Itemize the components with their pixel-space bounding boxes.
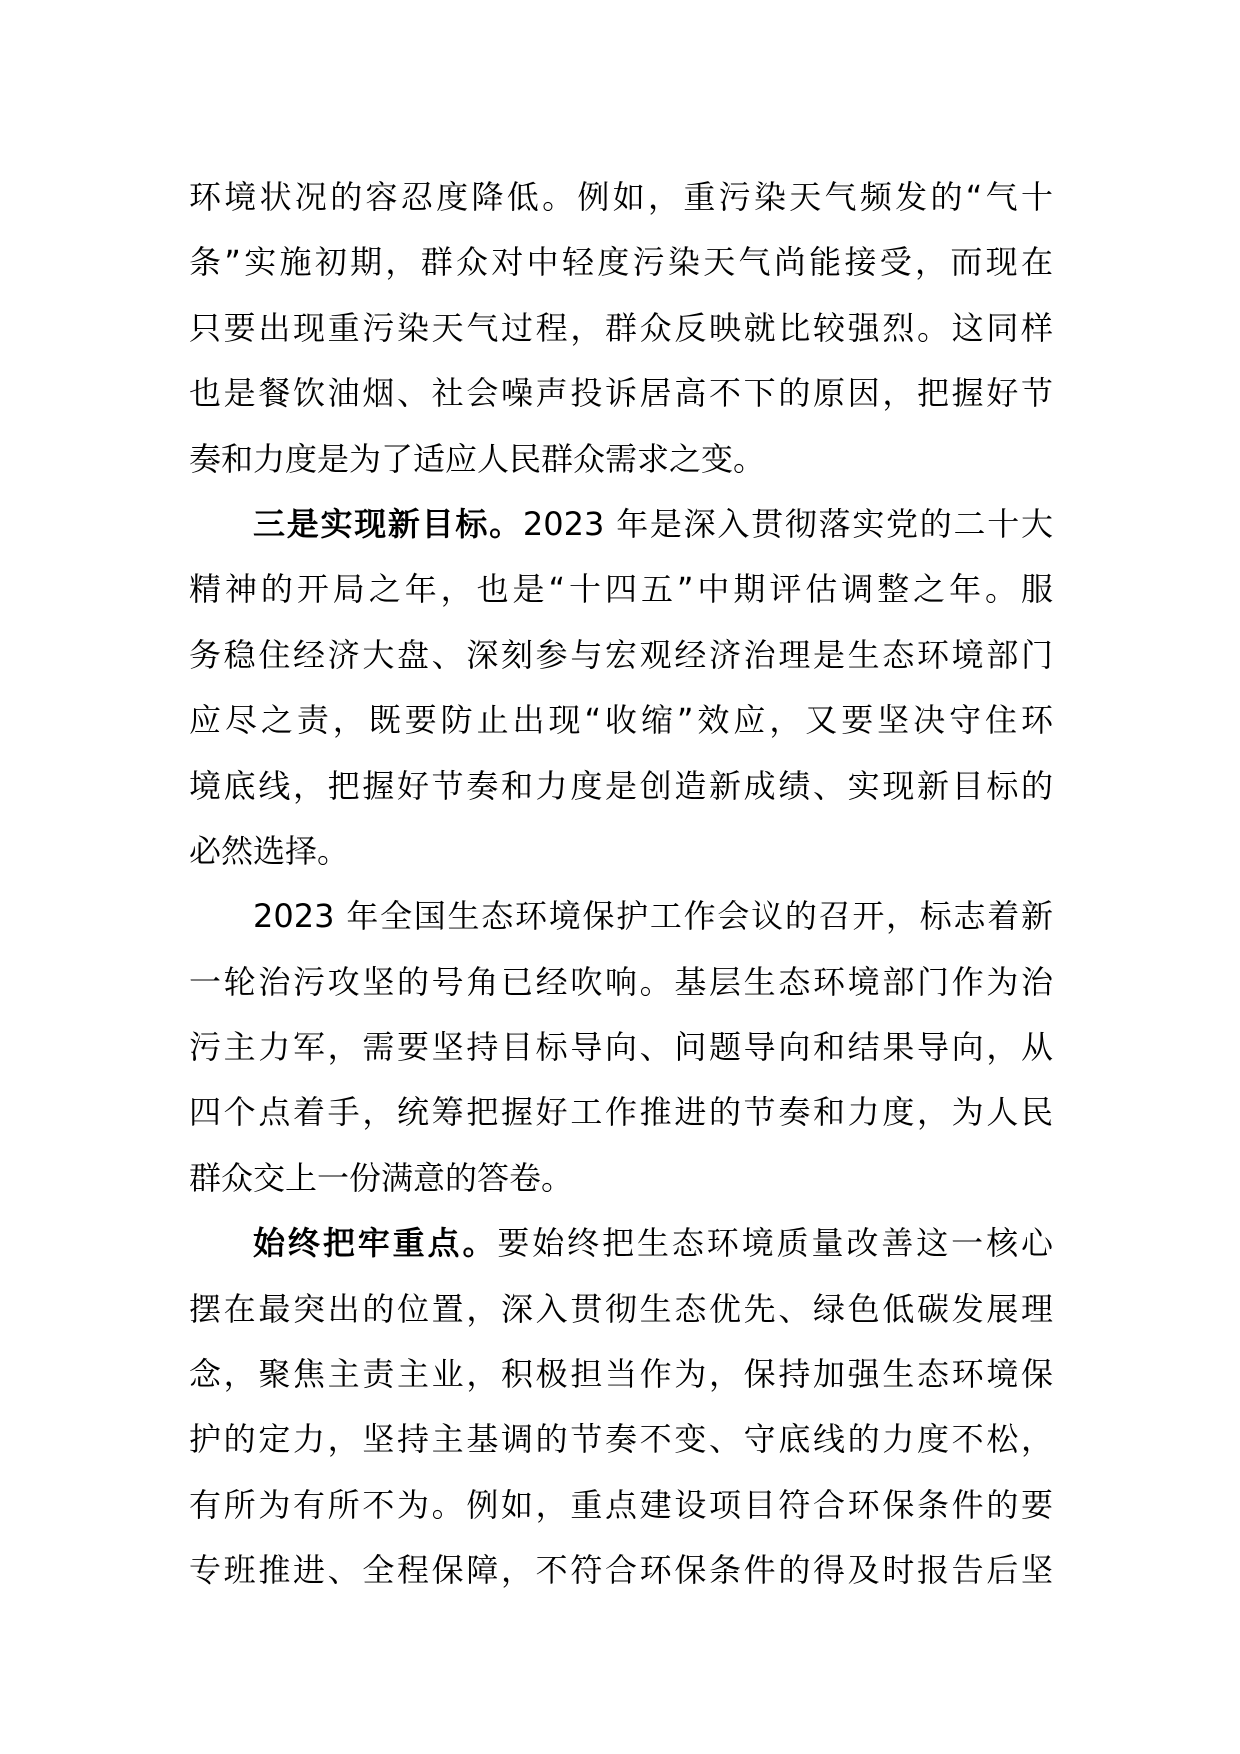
text-line: 一轮治污攻坚的号角已经吹响。基层生态环境部门作为治	[189, 962, 1053, 1001]
text-line	[189, 492, 1053, 557]
text-line: 护的定力，坚持主基调的节奏不变、守底线的力度不松，	[189, 1420, 1053, 1459]
paragraph-heading: 三是实现新目标。	[253, 504, 523, 543]
paragraph-3	[189, 884, 1053, 1211]
text-line: 务稳住经济大盘、深刻参与宏观经济治理是生态环境部门	[189, 635, 1053, 674]
text-line: 2023 年全国生态环境保护工作会议的召开，标志着新	[253, 897, 1053, 936]
text-run: 要始终把生态环境质量改善这一核心	[497, 1224, 1053, 1263]
document-page	[189, 165, 1053, 1604]
text-line: 也是餐饮油烟、社会噪声投诉居高不下的原因，把握好节	[189, 374, 1053, 413]
text-line: 必然选择。	[189, 831, 350, 870]
text-line: 念，聚焦主责主业，积极担当作为，保持加强生态环境保	[189, 1355, 1053, 1394]
text-line	[189, 1211, 1053, 1276]
text-line: 奏和力度是为了适应人民群众需求之变。	[189, 439, 766, 478]
text-line: 环境状况的容忍度降低。例如，重污染天气频发的“气十	[189, 178, 1053, 216]
text-line: 专班推进、全程保障，不符合环保条件的得及时报告后坚	[189, 1551, 1053, 1590]
text-line: 条”实施初期，群众对中轻度污染天气尚能接受，而现在	[189, 243, 1053, 282]
text-line: 四个点着手，统筹把握好工作推进的节奏和力度，为人民	[189, 1093, 1053, 1132]
paragraph-1	[189, 165, 1053, 492]
text-line: 有所为有所不为。例如，重点建设项目符合环保条件的要	[189, 1485, 1053, 1524]
paragraph-heading: 始终把牢重点。	[253, 1224, 498, 1263]
text-line: 群众交上一份满意的答卷。	[189, 1158, 574, 1197]
text-line: 精神的开局之年，也是“十四五”中期评估调整之年。服	[189, 570, 1053, 609]
text-line: 境底线，把握好节奏和力度是创造新成绩、实现新目标的	[189, 766, 1053, 805]
paragraph-4	[189, 1211, 1053, 1603]
text-line: 只要出现重污染天气过程，群众反映就比较强烈。这同样	[189, 308, 1053, 347]
text-line: 应尽之责，既要防止出现“收缩”效应，又要坚决守住环	[189, 701, 1053, 740]
paragraph-2	[189, 492, 1053, 884]
text-run: 2023 年是深入贯彻落实党的二十大	[522, 504, 1053, 543]
text-line: 摆在最突出的位置，深入贯彻生态优先、绿色低碳发展理	[189, 1289, 1053, 1328]
text-line: 污主力军，需要坚持目标导向、问题导向和结果导向，从	[189, 1028, 1053, 1067]
